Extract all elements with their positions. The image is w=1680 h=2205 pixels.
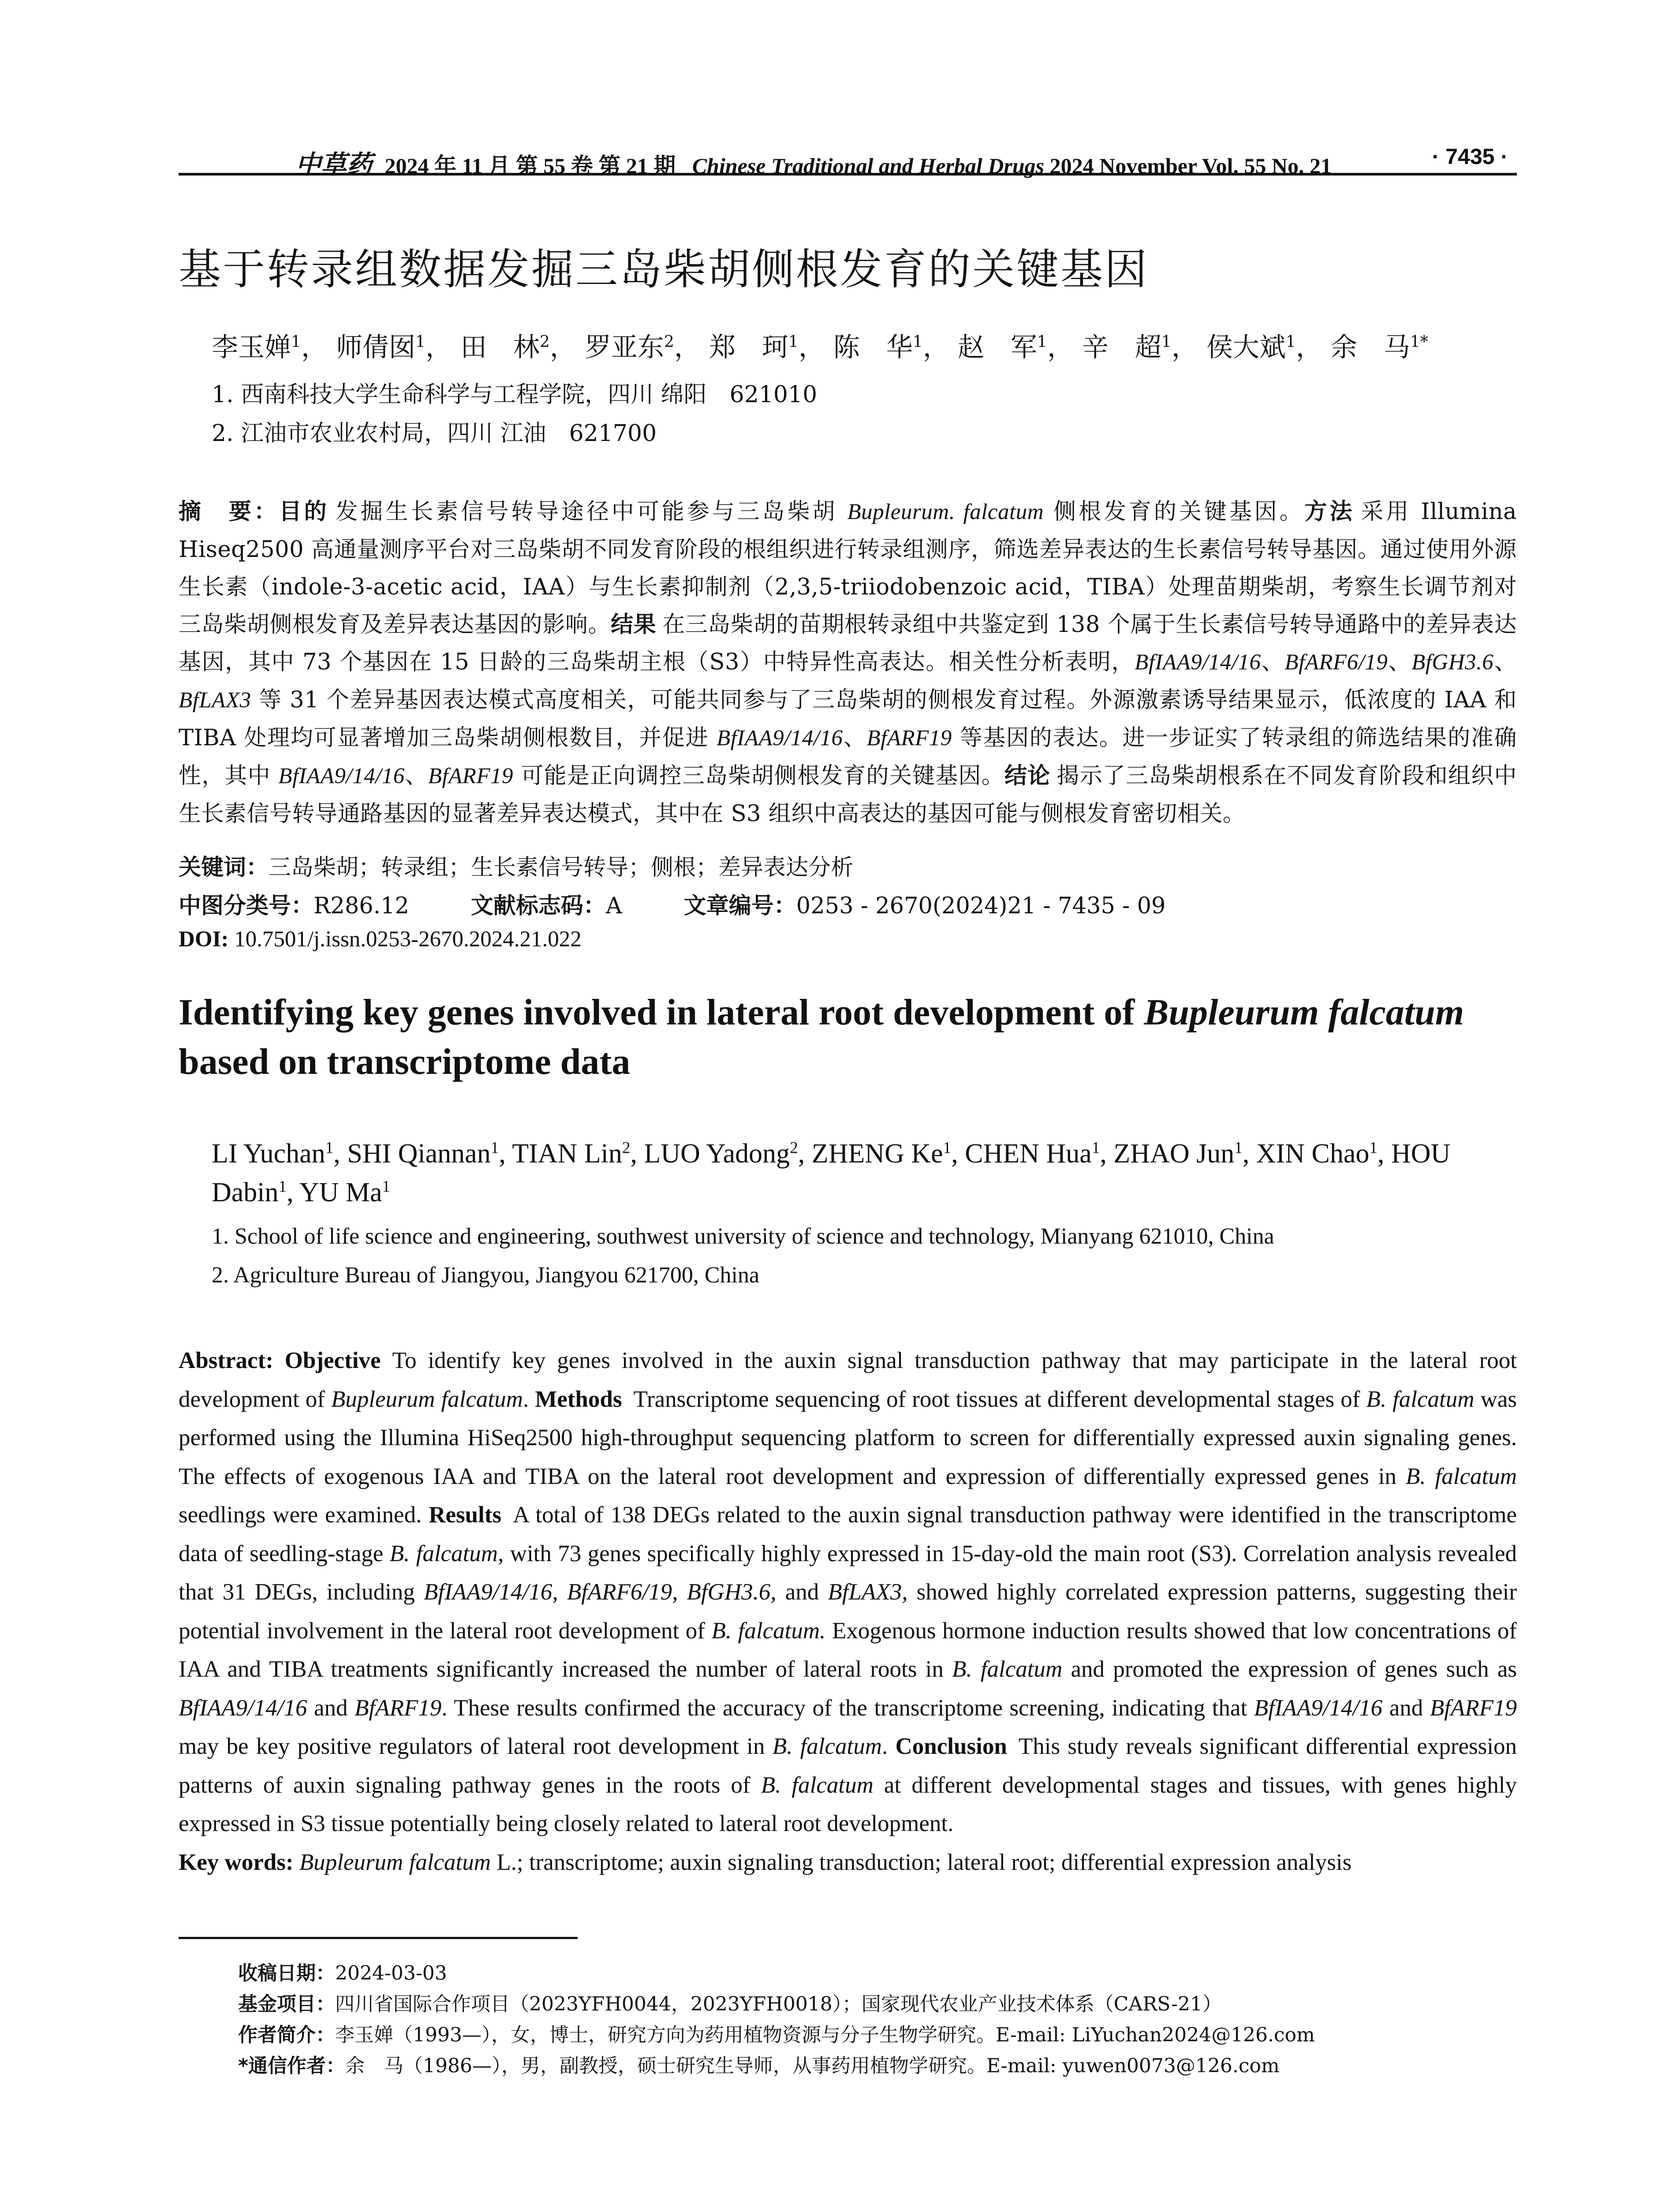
author-en: CHEN Hua	[965, 1139, 1092, 1169]
author-bio-value: 李玉婵（1993—），女，博士，研究方向为药用植物资源与分子生物学研究。E-mail: LiYuchan2024@126.com	[335, 2024, 1315, 2046]
gene-name: BfARF19	[866, 726, 952, 751]
author-en: ZHAO Jun	[1113, 1139, 1235, 1169]
title-cn: 基于转录组数据发掘三岛柴胡侧根发育的关键基因	[179, 245, 1149, 294]
results-label-cn: 结果	[611, 612, 657, 638]
author-sup: 2	[539, 333, 550, 351]
funding-value: 四川省国际合作项目（2023YFH0044，2023YFH0018）；国家现代农业产业技术体系（CARS-21）	[335, 1993, 1222, 2015]
separator: 、	[1388, 649, 1412, 675]
methods-text-en: was performed using the Illumina HiSeq2500 high-throughput sequencing platform to screen for differentially expressed auxin signaling genes. The effects of exogenous IAA and TIBA on the lateral root development and expression of differentially expressed genes in	[179, 1386, 1517, 1489]
author-cn: 李玉婵	[212, 332, 291, 363]
running-header	[179, 138, 1517, 179]
keywords-cn	[179, 849, 853, 882]
author-en: LUO Yadong	[644, 1139, 790, 1169]
results-text-en: and promoted the expression of genes such as	[1062, 1656, 1517, 1682]
species-name: B. falcatum	[1405, 1463, 1517, 1489]
author-en: TIAN Lin	[512, 1139, 622, 1169]
results-text-en: Exogenous hormone induction results showed that low concentrations of IAA and TIBA treatments significantly increased the number of lateral roots in	[179, 1618, 1517, 1682]
abstract-cn	[179, 493, 1517, 833]
received-label: 收稿日期：	[238, 1962, 335, 1984]
methods-label-cn: 方法	[1304, 499, 1355, 525]
doi-value: 10.7501/j.issn.0253-2670.2024.21.022	[228, 927, 582, 952]
abstract-label-en: Abstract:	[179, 1348, 285, 1373]
author-sup: 1	[1234, 1139, 1243, 1157]
article-no-value: 0253 - 2670(2024)21 - 7435 - 09	[796, 893, 1166, 919]
footnote-funding	[238, 1989, 1517, 2020]
author-cn: 辛 超	[1082, 332, 1161, 363]
gene-name: BfIAA9/14/16	[278, 764, 405, 789]
issue-en: 2024 November Vol. 55 No. 21	[1049, 153, 1332, 178]
results-text-en: A total of 138 DEGs related to the auxin signal transduction pathway were identified in the transcriptome data of seedling-stage	[179, 1502, 1517, 1566]
gene-name: BfIAA9/14/16	[717, 726, 843, 751]
author-sup: 1	[912, 333, 923, 351]
author-cn: 田 林	[460, 332, 540, 363]
clc-label: 中图分类号：	[179, 893, 314, 919]
species-name: B. falcatum	[389, 1540, 498, 1566]
gene-name: BfIAA9/14/16, BfARF6/19, BfGH3.6,	[423, 1579, 777, 1605]
footnote-corresponding	[238, 2051, 1517, 2082]
author-sup: 1	[325, 1139, 334, 1157]
title-en	[179, 988, 1528, 1087]
author-en: LI Yuchan	[212, 1139, 325, 1169]
classification-line	[179, 887, 1165, 920]
keywords-text-cn: 三岛柴胡；转录组；生长素信号转导；侧根；差异表达分析	[269, 855, 854, 881]
gene-name: BfARF6/19	[1284, 650, 1388, 675]
gene-name: BfARF19	[428, 764, 513, 789]
article-no-label: 文章编号：	[683, 893, 796, 919]
conclusion-text-cn: 揭示了三岛柴胡根系在不同发育阶段和组织中生长素信号转导通路基因的显著差异表达模式，其中在 S3 组织中高表达的基因可能与侧根发育密切相关。	[179, 763, 1517, 827]
species-name: B. falcatum.	[711, 1618, 826, 1644]
authors-en: LI Yuchan$^1$, SHI Qiannan$^1$, TIAN Lin$^2$, LUO Yadong$^2$, ZHENG Ke$^1$, CHEN Hua$^1$, ZHAO Jun$^1$, XIN Chao$^1$, HOU Dabin$^1$, YU Ma$^1$	[212, 1139, 1451, 1207]
results-text-en: and	[307, 1695, 355, 1721]
author-sup: 1	[1369, 1139, 1378, 1157]
gene-name: BfARF19	[1430, 1695, 1517, 1721]
author-sup: 1	[490, 1139, 499, 1157]
methods-text-cn: 采用 Illumina Hiseq2500 高通量测序平台对三岛柴胡不同发育阶段的根组织进行转录组测序，筛选差异表达的生长素信号转导基因。通过使用外源生长素（indole-3-acetic acid，IAA）与生长素抑制剂（2,3,5-triiodobenzoic acid，TIBA）处理苗期柴胡，考察生长调节剂对三岛柴胡侧根发育及差异表达基因的影响。	[179, 499, 1517, 638]
author-cn: 侯大斌	[1206, 332, 1286, 363]
author-en: SHI Qiannan	[347, 1139, 491, 1169]
results-text-en: . These results confirmed the accuracy of the transcriptome screening, indicating that	[441, 1695, 1254, 1721]
author-en: ZHENG Ke	[811, 1139, 943, 1169]
species-name: Bupleurum falcatum	[331, 1386, 523, 1412]
results-text-cn: 等 31 个差异基因表达模式高度相关，可能共同参与了三岛柴胡的侧根发育过程。外源激素诱导结果显示，低浓度的 IAA 和 TIBA 处理均可显著增加三岛柴胡侧根数目，并促进	[179, 687, 1517, 751]
footnote-divider	[179, 1937, 578, 1939]
author-sup: 1	[1285, 333, 1296, 351]
author-sup: 2	[622, 1139, 631, 1157]
title-en-text: based on transcriptome data	[179, 1041, 631, 1082]
affiliation-cn-1: 1. 西南科技大学生命科学与工程学院，四川 绵阳 621010	[212, 381, 818, 408]
keywords-text-en: L.; transcriptome; auxin signaling transduction; lateral root; differential expression analysis	[491, 1849, 1352, 1875]
abstract-label-cn: 摘 要：	[179, 499, 279, 525]
author-cn: 师倩囡	[336, 332, 415, 363]
corresponding-value: 余 马（1986—），男，副教授，硕士研究生导师，从事药用植物学研究。E-mail: yuwen0073@126.com	[345, 2055, 1280, 2077]
gene-name: BfLAX3,	[828, 1579, 908, 1605]
conclusion-label-en: Conclusion	[895, 1734, 1007, 1759]
results-text-en: and	[1382, 1695, 1430, 1721]
affiliation-cn-2: 2. 江油市农业农村局，四川 江油 621700	[212, 420, 657, 447]
author-bio-label: 作者简介：	[238, 2024, 335, 2046]
authors-cn: 李玉婵$^1$， 师倩囡$^1$， 田 林$^2$， 罗亚东$^2$， 郑 珂$^1$， 陈 华$^1$， 赵 军$^1$， 辛 超$^1$， 侯大斌$^1$， 余 马$^{1*}$	[212, 332, 1428, 363]
results-text-cn: 在三岛柴胡的苗期根转录组中共鉴定到 138 个属于生长素信号转导通路中的差异表达基因，其中 73 个基因在 15 日龄的三岛柴胡主根（S3）中特异性高表达。相关性分析表明，	[179, 612, 1517, 675]
footnote-received	[238, 1958, 1517, 1989]
author-en: HOU Dabin	[212, 1139, 1451, 1207]
abstract-en	[179, 1342, 1517, 1882]
footnotes	[238, 1958, 1517, 2082]
objective-label-en: Objective	[284, 1348, 381, 1373]
species-name: Bupleurum. falcatum	[847, 500, 1044, 524]
results-text-cn: 可能是正向调控三岛柴胡侧根发育的关键基因。	[513, 763, 1004, 789]
methods-text-en: Transcriptome sequencing of root tissues at different developmental stages of	[633, 1386, 1366, 1412]
gene-name: BfIAA9/14/16	[1254, 1695, 1383, 1721]
affiliation-en-1: 1. School of life science and engineering, southwest university of science and technology, Mianyang 621010, China	[212, 1224, 1274, 1249]
results-text-cn: 等基因的表达。进一步证实了转录组的筛选结果的准确性，其中	[179, 725, 1517, 789]
species-name: B. falcatum	[1366, 1386, 1475, 1412]
page-number: · 7435 ·	[1432, 144, 1508, 169]
author-sup: 1	[278, 1177, 287, 1196]
objective-text-cn: 侧根发育的关键基因。	[1044, 499, 1305, 525]
received-value: 2024-03-03	[335, 1962, 447, 1984]
author-sup: 2	[790, 1139, 798, 1157]
objective-text-en: .	[523, 1386, 535, 1412]
separator: 、	[843, 725, 867, 751]
author-en: YU Ma	[299, 1177, 382, 1207]
author-sup: 1	[291, 333, 301, 351]
author-cn: 郑 珂	[709, 332, 788, 363]
author-cn: 余 马	[1330, 332, 1410, 363]
running-header-center	[179, 144, 1449, 181]
author-cn: 陈 华	[833, 332, 913, 363]
results-text-en: .	[882, 1734, 896, 1759]
footnote-author	[238, 2020, 1517, 2051]
results-text-en: and	[776, 1579, 828, 1605]
author-sup: 1	[1037, 333, 1047, 351]
gene-name: BfARF19	[355, 1695, 442, 1721]
issue-cn: 2024 年 11 月 第 55 卷 第 21 期	[385, 153, 676, 178]
affiliation-en-2: 2. Agriculture Bureau of Jiangyou, Jiangyou 621700, China	[212, 1263, 760, 1288]
separator: 、	[1261, 649, 1285, 675]
author-sup: 1*	[1410, 333, 1428, 351]
results-text-en: may be key positive regulators of lateral root development in	[179, 1734, 773, 1759]
objective-label-cn: 目的	[279, 499, 329, 525]
author-sup: 1	[382, 1177, 391, 1196]
doc-code-label: 文献标志码：	[470, 893, 606, 919]
results-label-en: Results	[429, 1502, 502, 1528]
author-sup: 1	[1091, 1139, 1100, 1157]
author-sup: 1	[943, 1139, 952, 1157]
journal-name-cn: 中草药	[295, 149, 373, 179]
methods-text-en: seedlings were examined.	[179, 1502, 429, 1528]
gene-name: BfGH3.6	[1411, 650, 1494, 675]
clc-value: R286.12	[314, 893, 409, 919]
species-name: B. falcatum	[772, 1734, 882, 1759]
doc-code-value: A	[605, 893, 622, 919]
author-sup: 1	[415, 333, 426, 351]
objective-text-cn: 发掘生长素信号转导途径中可能参与三岛柴胡	[335, 499, 847, 525]
author-en: XIN Chao	[1256, 1139, 1370, 1169]
objective-text-en: To identify key genes involved in the auxin signal transduction pathway that may participate in the lateral root development of	[179, 1348, 1517, 1412]
title-en-text: Identifying key genes involved in lateral root development of	[179, 992, 1144, 1033]
species-name: B. falcatum	[952, 1656, 1063, 1682]
author-cn: 赵 军	[957, 332, 1037, 363]
corresponding-label: *通信作者：	[238, 2055, 346, 2077]
conclusion-text-en: at different developmental stages and tissues, with genes highly expressed in S3 tissue potentially being closely related to lateral root development.	[179, 1772, 1517, 1836]
conclusion-label-cn: 结论	[1004, 763, 1051, 789]
results-text-en: , with 73 genes specifically highly expressed in 15-day-old the main root (S3). Correlation analysis revealed that 31 DEGs, including	[179, 1540, 1517, 1605]
doi-label: DOI:	[179, 927, 229, 952]
gene-name: BfLAX3	[179, 688, 251, 713]
results-text-en: showed highly correlated expression patterns, suggesting their potential involvement in the lateral root development of	[179, 1579, 1517, 1644]
separator: 、	[404, 763, 428, 789]
keywords-label-en: Key words:	[179, 1849, 299, 1875]
separator: 、	[1493, 649, 1517, 675]
author-sup: 2	[664, 333, 674, 351]
species-name: B. falcatum	[761, 1772, 874, 1798]
gene-name: BfIAA9/14/16	[179, 1695, 307, 1721]
title-en-species: Bupleurum falcatum	[1144, 992, 1464, 1033]
author-cn: 罗亚东	[584, 332, 664, 363]
author-sup: 1	[1161, 333, 1172, 351]
keywords-label-cn: 关键词：	[179, 855, 269, 881]
methods-label-en: Methods	[535, 1386, 622, 1412]
journal-name-en: Chinese Traditional and Herbal Drugs	[692, 153, 1045, 178]
gene-name: BfIAA9/14/16	[1135, 650, 1261, 675]
conclusion-text-en: This study reveals significant differential expression patterns of auxin signaling pathway genes in the roots of	[179, 1734, 1517, 1798]
species-name: Bupleurum falcatum	[299, 1849, 491, 1875]
doi-line	[179, 926, 582, 952]
funding-label: 基金项目：	[238, 1993, 335, 2015]
author-sup: 1	[788, 333, 799, 351]
